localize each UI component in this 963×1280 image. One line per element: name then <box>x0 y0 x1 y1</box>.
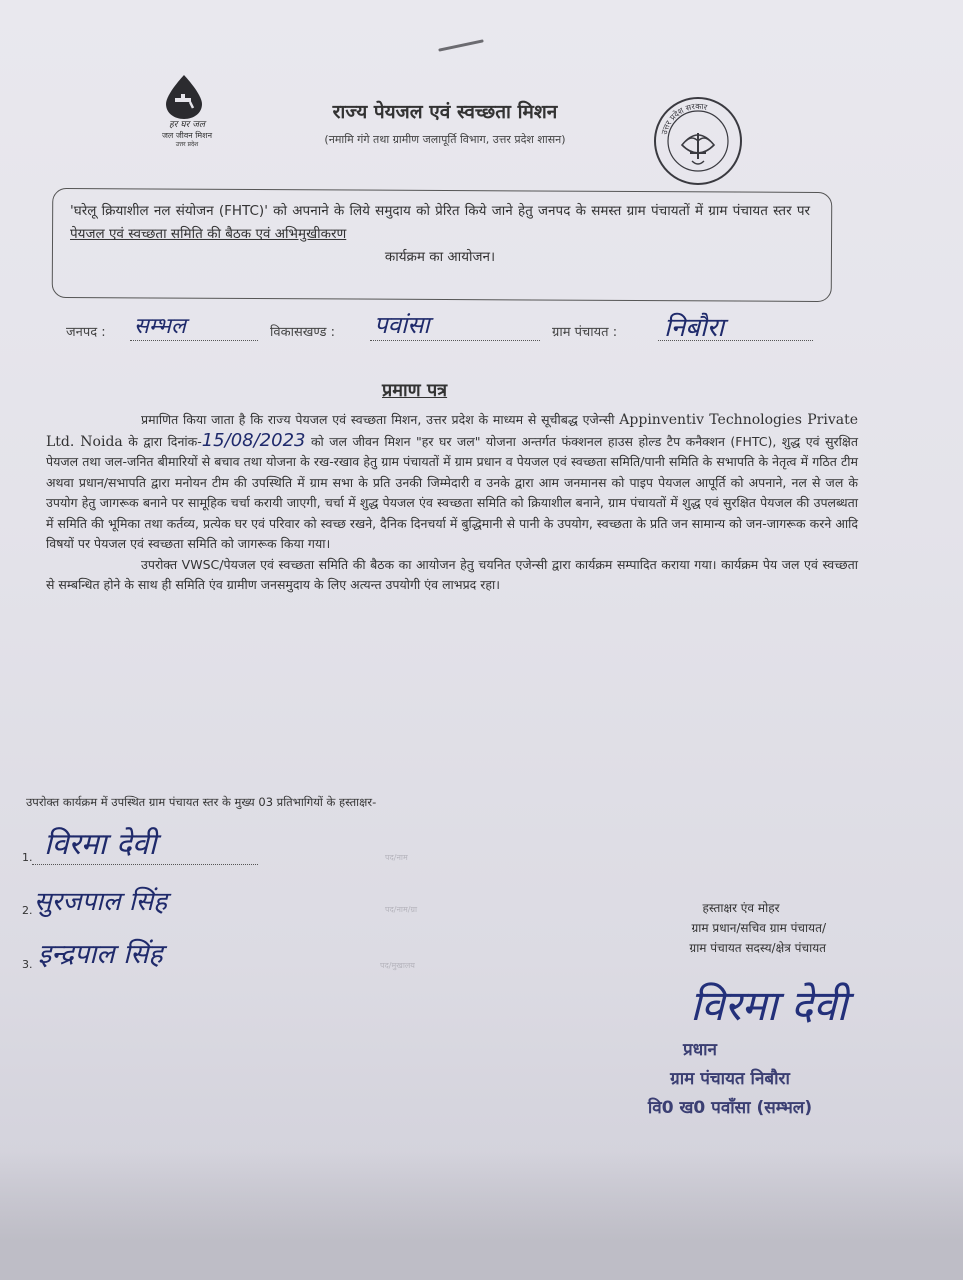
banner-line-1: 'घरेलू क्रियाशील नल संयोजन (FHTC)' को अपनाने के लिये समुदाय को प्रेरित किये जाने हेतु जनपद के <box>70 203 586 219</box>
banner-line-2-underlined: पेयजल एवं स्वच्छता समिति की बैठक एवं अभिमुखीकरण <box>70 226 347 242</box>
body-p2: उपरोक्त VWSC/पेयजल एवं स्वच्छता समिति की बैठक का आयोजन हेतु चयनित एजेन्सी द्वारा कार्यक्रम सम्पादित कराया गया। कार्यक्रम पेय जल एवं स्वच्छता से सम्बन्धित होने के साथ ही समिति एंव ग्रामीण जनसमुदाय के लिए अत्यन्त उपयोगी एंव लाभप्रद रहा। <box>46 556 858 592</box>
stamp-line-2: ग्राम पंचायत निबौरा <box>670 1069 790 1089</box>
body-p1-b: के द्वारा दिनांक- <box>122 433 202 449</box>
participant-3-signature: इन्द्रपाल सिंह <box>38 939 163 970</box>
certificate-body <box>46 410 858 596</box>
participant-3-faint-label: पद/मुखालय <box>380 961 415 970</box>
logo-line-1: हर घर जल <box>169 120 205 130</box>
banner-line-3: कार्यक्रम का आयोजन। <box>384 249 496 265</box>
block-label: विकासखण्ड : <box>270 325 336 340</box>
district-label: जनपद : <box>66 325 106 340</box>
participant-2-faint-label: पद/नाम/ग्रा <box>385 905 418 914</box>
participant-2-signature: सुरजपाल सिंह <box>34 887 168 917</box>
svg-text:उत्तर प्रदेश सरकार <box>660 102 709 136</box>
signoff-block <box>606 898 826 958</box>
block-value: पवांसा <box>374 311 430 339</box>
signoff-line-2: ग्राम प्रधान/सचिव ग्राम पंचायत/ <box>691 921 826 935</box>
emblem-text: उत्तर प्रदेश सरकार <box>659 101 709 136</box>
signoff-line-3: ग्राम पंचायत सदस्य/क्षेत्र पंचायत <box>689 941 826 955</box>
pradhan-stamp <box>600 1036 860 1123</box>
body-p1-a: प्रमाणित किया जाता है कि राज्य पेयजल एवं स्वच्छता मिशन, उत्तर प्रदेश के माध्यम से सूचीबद्ध एजेन्सी <box>141 412 620 427</box>
header-title: राज्य पेयजल एवं स्वच्छता मिशन <box>332 101 558 123</box>
district-value: सम्भल <box>134 314 186 339</box>
participant-1-number: 1. <box>22 851 33 864</box>
panchayat-value: निबौरा <box>664 313 725 343</box>
panchayat-label: ग्राम पंचायत : <box>552 325 618 340</box>
certificate-heading: प्रमाण पत्र <box>382 380 448 401</box>
pradhan-signature: विरमा देवी <box>690 981 848 1030</box>
stamp-line-3: वि0 ख0 पवाँसा (सम्भल) <box>647 1098 813 1118</box>
signoff-line-1: हस्ताक्षर एंव मोहर <box>702 901 780 915</box>
uttar-pradesh-emblem-icon <box>652 95 744 187</box>
program-date: 15/08/2023 <box>201 429 306 451</box>
banner-line-2: समस्त ग्राम पंचायतों में ग्राम पंचायत स्तर पर <box>591 203 811 219</box>
agency-name: Appinventiv Technologies Private Ltd. Noida <box>46 412 858 450</box>
har-ghar-jal-logo <box>142 74 232 154</box>
participants-intro: उपरोक्त कार्यक्रम में उपस्थित ग्राम पंचायत स्तर के मुख्य 03 प्रतिभागियों के हस्ताक्षर- <box>26 795 377 809</box>
banner-text <box>70 200 810 269</box>
participant-2-number: 2. <box>22 904 33 917</box>
logo-line-3: उत्तर प्रदेश <box>175 141 199 148</box>
district-dotted-line <box>130 340 258 341</box>
header-subtitle: (नमामि गंगे तथा ग्रामीण जलापूर्ति विभाग, उत्तर प्रदेश शासन) <box>324 133 566 146</box>
water-drop-icon <box>162 74 206 120</box>
logo-line-2: जल जीवन मिशन <box>161 131 213 140</box>
body-p1-c: को जल जीवन मिशन "हर घर जल" योजना अन्तर्गत फंक्शनल हाउस होल्ड टैप कनैक्शन (FHTC), शुद्ध एवं सुरक्षित पेयजल तथा जल-जनित बीमारियों से बचाव तथा योजना के रख-रखाव हेतु ग्राम पंचायतों में ग्राम प्रधान व पेयजल एवं स्वच्छता समिति/पानी समिति के सभापति के नेतृत्व में गठित टीम अथवा प्रधान/सभापति द्वारा मनोयन टीम की उपस्थिति में ग्राम सभा के प्रति उनकी जिम्मेदारी व उनके द्वारा आम जनमानस को पाइप पेयजल आपूर्ति को अपनाने, नल से जल के उपयोग हेतु जागरूक बनाने पर सामूहिक चर्चा करायी जाएगी, चर्चा में शुद्ध पेयजल एंव स्वच्छता समिति को क्रियाशील बनाने, ग्राम पंचायतों में शुद्ध एवं सुरक्षित पेयजल की उपलब्धता में समिति की भूमिका तथा कर्तव्य, प्रत्येक घर एवं परिवार को स्वच्छ रखने, दैनिक दिनचर्या में बुद्धिमानी से पानी के उपयोग, स्वच्छता के प्रति जन सामान्य को जन-जागरूक करने आदि विषयों पर पेयजल एवं स्वच्छता समिति को जागरूक किया गया। <box>46 433 858 551</box>
page-shadow <box>0 1150 963 1280</box>
participant-3-number: 3. <box>22 958 33 971</box>
stamp-line-1: प्रधान <box>683 1040 717 1060</box>
participant-1-signature: विरमा देवी <box>44 827 157 862</box>
participant-1-faint-label: पद/नाम <box>385 853 408 862</box>
participant-1-line <box>32 864 258 865</box>
